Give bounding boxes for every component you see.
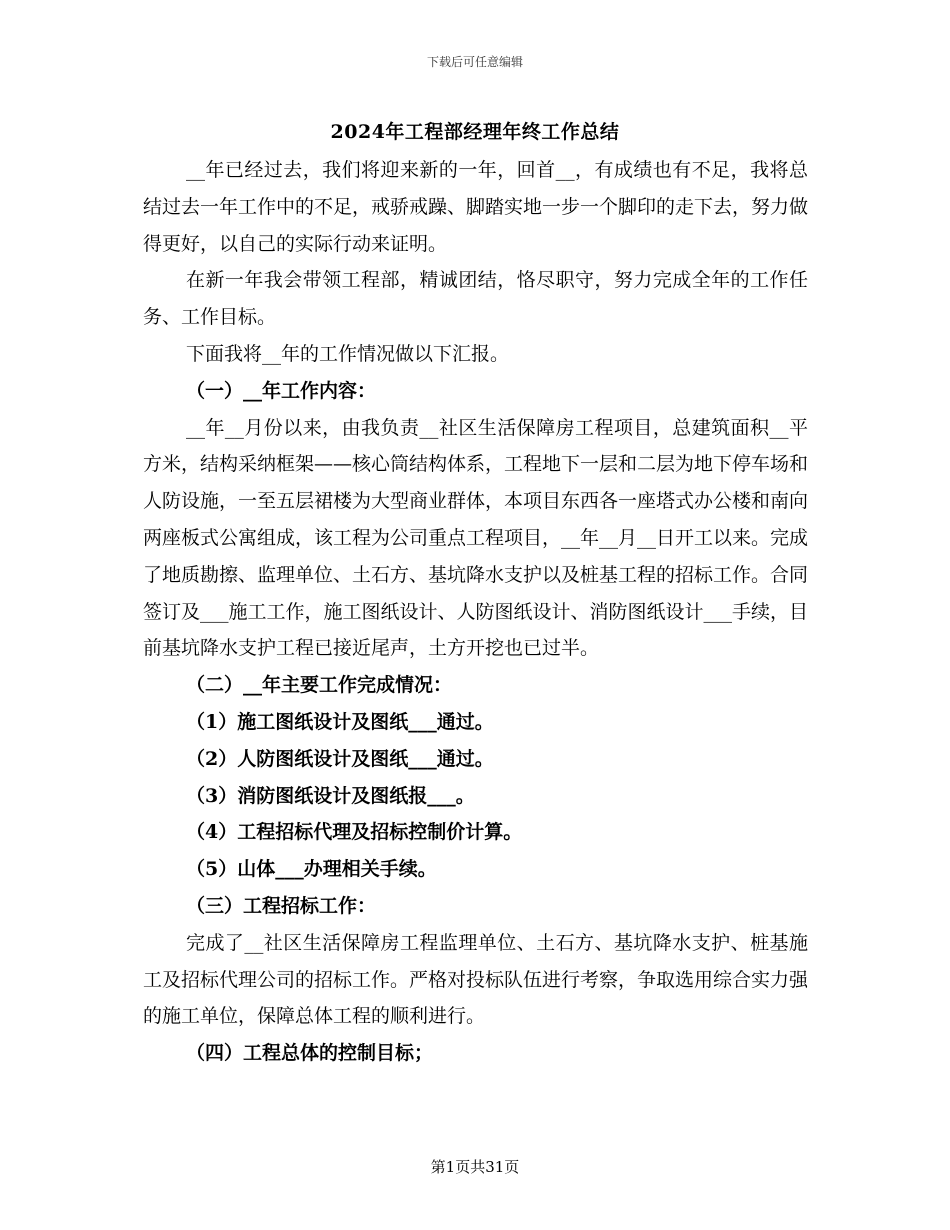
page-number: 第1页共31页 [430,1158,520,1176]
paragraph-bidding: 完成了__社区生活保障房工程监理单位、土石方、基坑降水支护、桩基施工及招标代理公司的招标工作。严格对投标队伍进行考察，争取选用综合实力强的施工单位，保障总体工程的顺利进行。 [143,931,809,1028]
section-heading-3: （三）工程招标工作： [186,894,377,917]
paragraph-report: 下面我将__年的工作情况做以下汇报。 [186,342,510,365]
paragraph-intro: __年已经过去，我们将迎来新的一年，回首__，有成绩也有不足，我将总结过去一年工作中的不足，戒骄戒躁、脚踏实地一步一个脚印的走下去，努力做得更好，以自己的实际行动来证明。 [143,159,809,255]
page-header-note: 下载后可任意编辑 [426,55,523,69]
section-heading-2: （二）__年主要工作完成情况： [186,674,453,697]
list-item-1: （1）施工图纸设计及图纸___通过。 [186,710,494,733]
section-heading-1: （一）__年工作内容： [186,379,377,402]
list-item-4: （4）工程招标代理及招标控制价计算。 [186,821,523,844]
paragraph-work-content: __年__月份以来，由我负责__社区生活保障房工程项目，总建筑面积__平方米，结构采纳框架——核心筒结构体系，工程地下一层和二层为地下停车场和人防设施，一至五层裙楼为大型商业群体，本项目东西各一座塔式办公楼和南向两座板式公寓组成，该工程为公司重点工程项目，__年__月__日开工以来。完成了地质勘擦、监理单位、土石方、基坑降水支护以及桩基工程的招标工作。合同签订及___施工工作，施工图纸设计、人防图纸设计、消防图纸设计___手续，目前基坑降水支护工程已接近尾声，土方开挖也已过半。 [143,416,809,660]
list-item-2: （2）人防图纸设计及图纸___通过。 [186,747,494,770]
list-item-3: （3）消防图纸设计及图纸报___。 [186,784,475,807]
document-title: 2024年工程部经理年终工作总结 [330,121,620,143]
paragraph-new-year: 在新一年我会带领工程部，精诚团结，恪尽职守，努力完成全年的工作任务、工作目标。 [143,269,808,329]
section-heading-4: （四）工程总体的控制目标； [186,1042,434,1065]
list-item-5: （5）山体___办理相关手续。 [186,858,437,881]
document-body [143,152,808,1072]
